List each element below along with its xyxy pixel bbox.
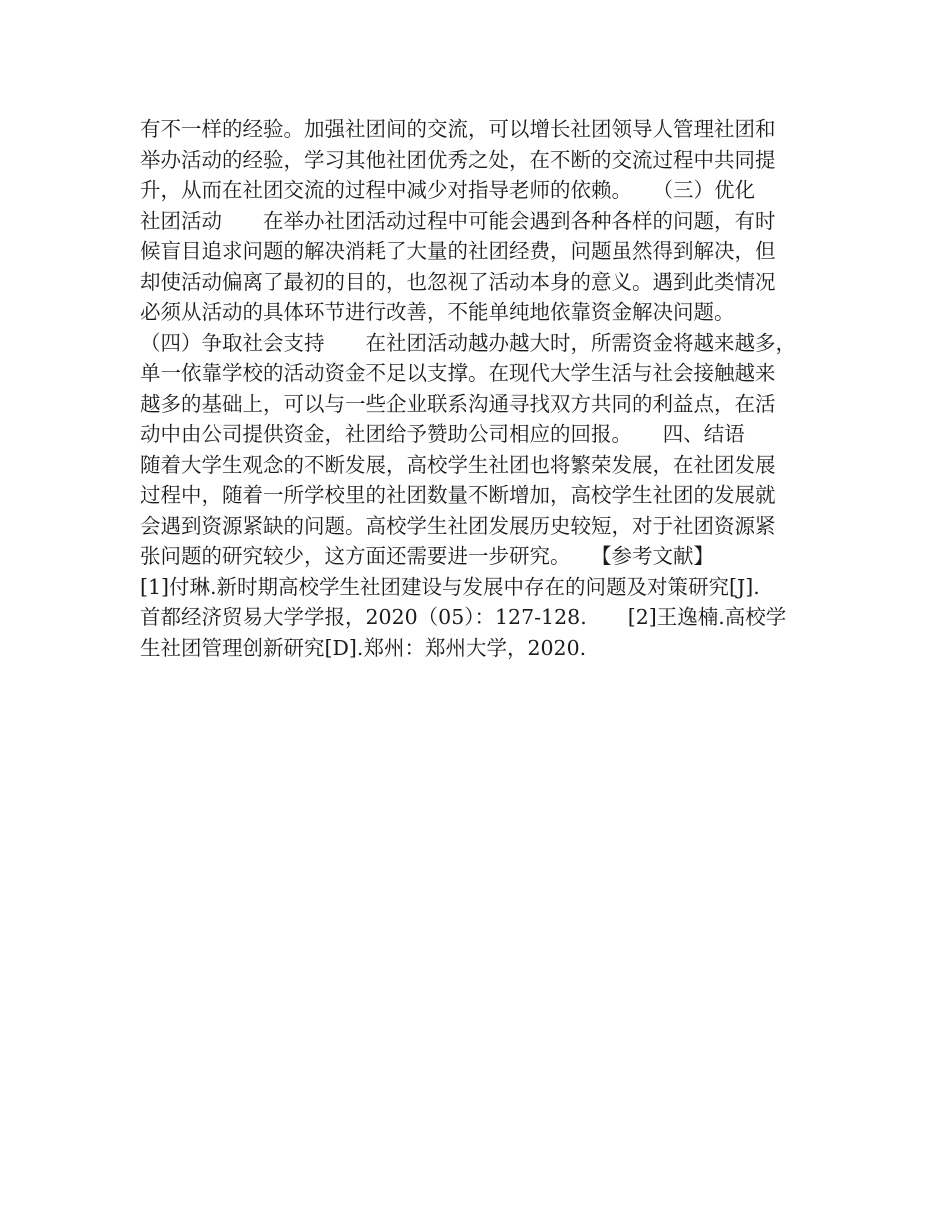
text-line-12: 随着大学生观念的不断发展，高校学生社团也将繁荣发展，在社团发展 xyxy=(140,452,776,477)
text-line-14: 会遇到资源紧缺的问题。高校学生社团发展历史较短，对于社团资源紧 xyxy=(140,513,776,538)
text-line-2: 举办活动的经验，学习其他社团优秀之处，在不断的交流过程中共同提 xyxy=(140,147,776,172)
text-line-8: （四）争取社会支持 在社团活动越办越大时，所需资金将越来越多， xyxy=(140,330,796,355)
reference-line-3: 生社团管理创新研究[D].郑州：郑州大学，2020. xyxy=(140,635,587,660)
reference-line-1: [1]付琳.新时期高校学生社团建设与发展中存在的问题及对策研究[J]. xyxy=(140,574,760,599)
body-text xyxy=(140,114,840,663)
text-line-6: 却使活动偏离了最初的目的，也忽视了活动本身的意义。遇到此类情况 xyxy=(140,269,776,294)
reference-line-2: 首都经济贸易大学学报，2020（05）：127-128. [2]王逸楠.高校学 xyxy=(140,605,787,629)
text-line-1: 有不一样的经验。加强社团间的交流，可以增长社团领导人管理社团和 xyxy=(140,117,776,141)
text-line-9: 单一依靠学校的活动资金不足以支撑。在现代大学生活与社会接触越来 xyxy=(140,361,776,385)
text-line-15: 张问题的研究较少，这方面还需要进一步研究。 【参考文献】 xyxy=(140,544,714,568)
text-line-7: 必须从活动的具体环节进行改善，不能单纯地依靠资金解决问题。 xyxy=(140,300,735,324)
text-line-4: 社团活动 在举办社团活动过程中可能会遇到各种各样的问题，有时 xyxy=(140,208,776,233)
text-line-3: 升，从而在社团交流的过程中减少对指导老师的依赖。 （三）优化 xyxy=(140,178,755,202)
text-line-13: 过程中，随着一所学校里的社团数量不断增加，高校学生社团的发展就 xyxy=(140,483,776,507)
text-line-5: 候盲目追求问题的解决消耗了大量的社团经费，问题虽然得到解决，但 xyxy=(140,239,776,263)
text-line-10: 越多的基础上，可以与一些企业联系沟通寻找双方共同的利益点，在活 xyxy=(140,391,776,416)
text-line-11: 动中由公司提供资金，社团给予赞助公司相应的回报。 四、结语 xyxy=(140,422,745,446)
